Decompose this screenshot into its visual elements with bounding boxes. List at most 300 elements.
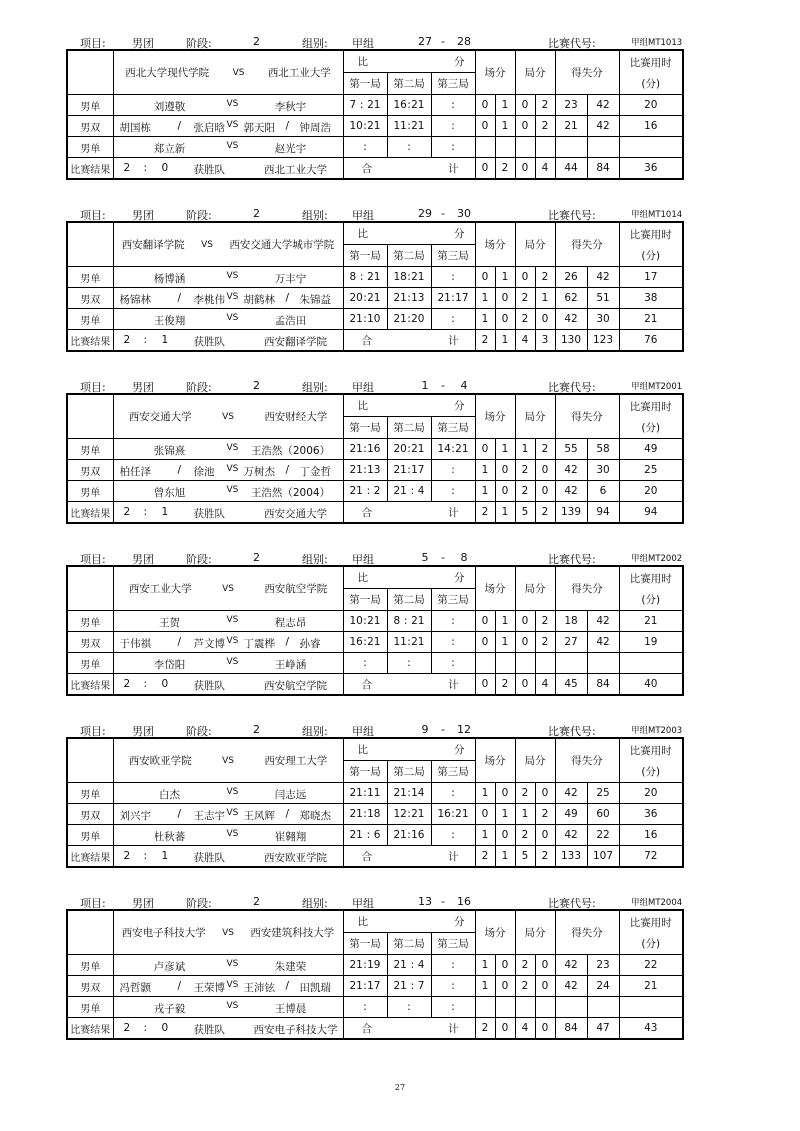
table-row: 男单 王贺 VS 程志昂 10 : 21 8 : 21 : 0 1 0 2 18 42 21: [67, 611, 683, 632]
score-game-2: 21 : 14: [387, 783, 431, 804]
event-type: 男单: [67, 481, 113, 502]
result-row: 比赛结果 2 : 1 获胜队 西安翻译学院 合 计 2 1 4 3 130 123 76: [67, 330, 683, 352]
result-row: 比赛结果 2 : 0 获胜队 西安航空学院 合 计 0 2 0 4 45 84 40: [67, 674, 683, 696]
total-label: 合 计: [343, 330, 475, 352]
match-code: 甲组MT2004: [631, 898, 683, 908]
team-b: 西安建筑科技大学: [250, 927, 335, 939]
matchup-cell: 张锦熹 VS 王浩然（2006）: [113, 439, 343, 460]
project-value: 男团: [132, 553, 154, 566]
result-label: 比赛结果: [67, 330, 113, 352]
result-label: 比赛结果: [67, 158, 113, 180]
time-header: 比赛用时 (分): [619, 50, 683, 95]
project-label: 项目:: [80, 553, 106, 566]
table-row: 男双 胡国栋 / 张启晗 VS 郭天阳 / 钟周浩 10 : 21 11 : 21 : 0 1 0 2 21 42 16: [67, 116, 683, 137]
stage-label: 阶段:: [186, 897, 212, 910]
vs-label: VS: [222, 755, 234, 766]
event-type: 男单: [67, 611, 113, 632]
event-type: 男单: [67, 955, 113, 976]
project-value: 男团: [132, 37, 154, 50]
game2-header: 第二局: [387, 73, 431, 95]
matchup-cell: 杜秋蕃 VS 崔翱翔: [113, 825, 343, 846]
score-game-2: :: [387, 653, 431, 674]
event-type: 男双: [67, 460, 113, 481]
group-value: 甲组: [352, 381, 374, 394]
stage-value: 2: [253, 551, 260, 564]
event-type: 男单: [67, 267, 113, 288]
changfen-header: 场分: [475, 222, 515, 267]
match-code: 甲组MT2001: [631, 382, 683, 392]
points-header: 得失分: [555, 738, 619, 783]
total-time: 72: [619, 846, 683, 868]
time-cell: 49: [619, 439, 683, 460]
matchup-cell: 郑立新 VS 赵光宇: [113, 137, 343, 158]
score-game-3: :: [431, 95, 475, 116]
score-game-3: :: [431, 137, 475, 158]
jufen-header: 局分: [515, 738, 555, 783]
stage-label: 阶段:: [186, 553, 212, 566]
total-label: 合 计: [343, 158, 475, 180]
group-label: 组别:: [302, 37, 328, 50]
game3-header: 第三局: [431, 417, 475, 439]
time-cell: 25: [619, 460, 683, 481]
score-game-3: :: [431, 309, 475, 330]
score-game-2: 21 : 4: [387, 481, 431, 502]
match-table: [66, 49, 684, 180]
stage-value: 2: [253, 895, 260, 908]
teams-cell: [113, 50, 343, 95]
score-game-1: 21 : 19: [343, 955, 387, 976]
jufen-header: 局分: [515, 566, 555, 611]
stage-value: 2: [253, 35, 260, 48]
score-game-3: :: [431, 267, 475, 288]
game3-header: 第三局: [431, 761, 475, 783]
score-game-3: :: [431, 825, 475, 846]
matchup-cell: 胡国栋 / 张启晗 VS 郭天阳 / 钟周浩: [113, 116, 343, 137]
time-cell: [619, 653, 683, 674]
group-label: 组别:: [302, 381, 328, 394]
matchup-cell: 王贺 VS 程志昂: [113, 611, 343, 632]
score-game-2: 11 : 21: [387, 632, 431, 653]
score-game-1: 21 : 11: [343, 783, 387, 804]
time-cell: 16: [619, 116, 683, 137]
seed-dash: -: [441, 551, 445, 564]
team-b: 西安交通大学城市学院: [229, 239, 335, 251]
match-table: [66, 221, 684, 352]
time-header: 比赛用时 (分): [619, 566, 683, 611]
result-row: 比赛结果 2 : 1 获胜队 西安欧亚学院 合 计 2 1 5 2 133 107 72: [67, 846, 683, 868]
game2-header: 第二局: [387, 933, 431, 955]
points-header: 得失分: [555, 394, 619, 439]
seed-a: 5: [421, 551, 429, 564]
code-label: 比赛代号:: [548, 725, 596, 738]
score-game-2: 16 : 21: [387, 95, 431, 116]
event-type: 男单: [67, 825, 113, 846]
time-cell: 38: [619, 288, 683, 309]
matchup-cell: 柏任泽 / 徐池 VS 万树杰 / 丁金哲: [113, 460, 343, 481]
score-header: 比 分: [343, 910, 475, 933]
jufen-header: 局分: [515, 910, 555, 955]
game2-header: 第二局: [387, 245, 431, 267]
score-game-2: 21 : 13: [387, 288, 431, 309]
score-game-2: 21 : 17: [387, 460, 431, 481]
table-header-row: [67, 566, 683, 589]
result-label: 比赛结果: [67, 502, 113, 524]
seed-b: 30: [457, 207, 471, 220]
match-block: [66, 723, 682, 868]
teams-cell: [113, 222, 343, 267]
score-game-2: 21 : 7: [387, 976, 431, 997]
seed-dash: -: [441, 895, 445, 908]
score-game-1: :: [343, 997, 387, 1018]
score-game-2: 21 : 20: [387, 309, 431, 330]
score-game-2: 20 : 21: [387, 439, 431, 460]
code-label: 比赛代号:: [548, 37, 596, 50]
seed-b: 4: [460, 379, 468, 392]
time-cell: 21: [619, 611, 683, 632]
seed-a: 29: [418, 207, 432, 220]
match-code: 甲组MT2002: [631, 554, 683, 564]
score-game-1: 10 : 21: [343, 116, 387, 137]
matchup-cell: 李岱阳 VS 王峥涵: [113, 653, 343, 674]
game2-header: 第二局: [387, 589, 431, 611]
total-time: 43: [619, 1018, 683, 1040]
game3-header: 第三局: [431, 933, 475, 955]
project-value: 男团: [132, 897, 154, 910]
match-header: [66, 723, 682, 737]
team-a: 西安欧亚学院: [128, 755, 192, 767]
time-header: 比赛用时 (分): [619, 394, 683, 439]
seed-a: 9: [421, 723, 429, 736]
project-value: 男团: [132, 209, 154, 222]
event-type: 男双: [67, 632, 113, 653]
game3-header: 第三局: [431, 245, 475, 267]
score-game-2: 21 : 4: [387, 955, 431, 976]
vs-label: VS: [222, 927, 234, 938]
result-row: 比赛结果 2 : 1 获胜队 西安交通大学 合 计 2 1 5 2 139 94 94: [67, 502, 683, 524]
stage-label: 阶段:: [186, 209, 212, 222]
score-game-3: :: [431, 997, 475, 1018]
table-header-row: [67, 394, 683, 417]
score-game-3: 16 : 21: [431, 804, 475, 825]
project-label: 项目:: [80, 725, 106, 738]
table-row: 男双 冯哲颢 / 王荣博 VS 王沛铉 / 田凯瑞 21 : 17 21 : 7 : 1 0 2 0 42 24 21: [67, 976, 683, 997]
group-value: 甲组: [352, 897, 374, 910]
game3-header: 第三局: [431, 589, 475, 611]
result-cell: 2 : 0 获胜队 西北工业大学: [113, 158, 343, 180]
total-time: 94: [619, 502, 683, 524]
time-cell: 20: [619, 481, 683, 502]
seed-dash: -: [441, 723, 445, 736]
group-label: 组别:: [302, 209, 328, 222]
score-header: 比 分: [343, 738, 475, 761]
table-header-row: [67, 738, 683, 761]
game3-header: 第三局: [431, 73, 475, 95]
table-row: 男单 曾东旭 VS 王浩然（2004） 21 : 2 21 : 4 : 1 0 2 0 42 6 20: [67, 481, 683, 502]
seed-b: 28: [457, 35, 471, 48]
team-b: 西安财经大学: [264, 411, 328, 423]
score-game-3: :: [431, 653, 475, 674]
match-header: [66, 379, 682, 393]
team-a: 西北大学现代学院: [125, 67, 210, 79]
score-game-1: 21 : 18: [343, 804, 387, 825]
score-header: 比 分: [343, 566, 475, 589]
seed-dash: -: [441, 35, 445, 48]
table-header-row: [67, 910, 683, 933]
match-header: [66, 207, 682, 221]
score-game-1: 21 : 2: [343, 481, 387, 502]
score-game-3: :: [431, 116, 475, 137]
score-game-3: :: [431, 955, 475, 976]
total-label: 合 计: [343, 1018, 475, 1040]
seed-b: 16: [457, 895, 471, 908]
score-game-1: 20 : 21: [343, 288, 387, 309]
time-cell: 20: [619, 783, 683, 804]
stage-value: 2: [253, 379, 260, 392]
table-row: 男双 刘兴宇 / 王志宇 VS 王风辉 / 郑晓杰 21 : 18 12 : 21 16 : 21 0 1 1 2 49 60 36: [67, 804, 683, 825]
group-label: 组别:: [302, 553, 328, 566]
game2-header: 第二局: [387, 417, 431, 439]
changfen-header: 场分: [475, 910, 515, 955]
matchup-cell: 刘兴宇 / 王志宇 VS 王风辉 / 郑晓杰: [113, 804, 343, 825]
score-game-3: :: [431, 460, 475, 481]
team-b: 西北工业大学: [267, 67, 331, 79]
table-row: 男单 杨博涵 VS 万丰宁 8 : 21 18 : 21 : 0 1 0 2 26 42 17: [67, 267, 683, 288]
match-block: [66, 35, 682, 180]
match-table: [66, 393, 684, 524]
matchup-cell: 卢彦斌 VS 朱建荣: [113, 955, 343, 976]
score-game-3: :: [431, 632, 475, 653]
team-a: 西安翻译学院: [121, 239, 185, 251]
time-cell: 19: [619, 632, 683, 653]
time-cell: 36: [619, 804, 683, 825]
team-b: 西安理工大学: [264, 755, 328, 767]
score-game-2: 11 : 21: [387, 116, 431, 137]
matchup-cell: 冯哲颢 / 王荣博 VS 王沛铉 / 田凯瑞: [113, 976, 343, 997]
table-row: 男双 柏任泽 / 徐池 VS 万树杰 / 丁金哲 21 : 13 21 : 17 : 1 0 2 0 42 30 25: [67, 460, 683, 481]
result-cell: 2 : 1 获胜队 西安欧亚学院: [113, 846, 343, 868]
time-header: 比赛用时 (分): [619, 910, 683, 955]
total-time: 40: [619, 674, 683, 696]
points-header: 得失分: [555, 50, 619, 95]
seed-a: 1: [421, 379, 429, 392]
teams-cell: [113, 394, 343, 439]
table-row: 男单 王俊翔 VS 孟浩田 21 : 10 21 : 20 : 1 0 2 0 42 30 21: [67, 309, 683, 330]
match-block: [66, 551, 682, 696]
result-label: 比赛结果: [67, 846, 113, 868]
matchup-cell: 于伟祺 / 芦文博 VS 丁震桦 / 孙睿: [113, 632, 343, 653]
points-header: 得失分: [555, 222, 619, 267]
stage-value: 2: [253, 723, 260, 736]
teams-cell: [113, 910, 343, 955]
code-label: 比赛代号:: [548, 209, 596, 222]
code-label: 比赛代号:: [548, 381, 596, 394]
changfen-header: 场分: [475, 566, 515, 611]
code-label: 比赛代号:: [548, 897, 596, 910]
score-game-3: :: [431, 481, 475, 502]
score-game-1: 21 : 17: [343, 976, 387, 997]
stage-value: 2: [253, 207, 260, 220]
seed-dash: -: [441, 207, 445, 220]
game2-header: 第二局: [387, 761, 431, 783]
score-game-1: 21 : 13: [343, 460, 387, 481]
match-code: 甲组MT1014: [631, 210, 683, 220]
project-value: 男团: [132, 381, 154, 394]
score-game-1: 21 : 10: [343, 309, 387, 330]
time-cell: 22: [619, 955, 683, 976]
event-type: 男单: [67, 439, 113, 460]
event-type: 男双: [67, 288, 113, 309]
event-type: 男单: [67, 997, 113, 1018]
project-value: 男团: [132, 725, 154, 738]
score-game-1: 8 : 21: [343, 267, 387, 288]
match-block: [66, 895, 682, 1040]
result-cell: 2 : 1 获胜队 西安交通大学: [113, 502, 343, 524]
project-label: 项目:: [80, 897, 106, 910]
group-value: 甲组: [352, 553, 374, 566]
seed-dash: -: [441, 379, 445, 392]
score-game-2: 12 : 21: [387, 804, 431, 825]
code-label: 比赛代号:: [548, 553, 596, 566]
result-cell: 2 : 0 获胜队 西安航空学院: [113, 674, 343, 696]
event-type: 男双: [67, 116, 113, 137]
jufen-header: 局分: [515, 222, 555, 267]
vs-label: VS: [222, 583, 234, 594]
points-header: 得失分: [555, 910, 619, 955]
score-game-2: :: [387, 997, 431, 1018]
match-block: [66, 207, 682, 352]
score-game-2: 8 : 21: [387, 611, 431, 632]
game1-header: 第一局: [343, 417, 387, 439]
stage-label: 阶段:: [186, 725, 212, 738]
matchup-cell: 王俊翔 VS 孟浩田: [113, 309, 343, 330]
score-game-1: 21 : 16: [343, 439, 387, 460]
jufen-header: 局分: [515, 394, 555, 439]
score-game-1: :: [343, 653, 387, 674]
team-b: 西安航空学院: [264, 583, 328, 595]
group-value: 甲组: [352, 725, 374, 738]
teams-cell: [113, 566, 343, 611]
game1-header: 第一局: [343, 245, 387, 267]
match-table: [66, 909, 684, 1040]
match-table: [66, 737, 684, 868]
score-game-1: :: [343, 137, 387, 158]
time-cell: 21: [619, 309, 683, 330]
score-game-1: 7 : 21: [343, 95, 387, 116]
group-value: 甲组: [352, 37, 374, 50]
project-label: 项目:: [80, 37, 106, 50]
score-game-2: :: [387, 137, 431, 158]
score-game-1: 21 : 6: [343, 825, 387, 846]
time-cell: 16: [619, 825, 683, 846]
table-row: [67, 137, 683, 158]
time-cell: 20: [619, 95, 683, 116]
total-time: 76: [619, 330, 683, 352]
total-label: 合 计: [343, 846, 475, 868]
score-header: 比 分: [343, 222, 475, 245]
match-code: 甲组MT2003: [631, 726, 683, 736]
match-block: [66, 379, 682, 524]
project-label: 项目:: [80, 381, 106, 394]
matchup-cell: 刘遵敬 VS 李秋宇: [113, 95, 343, 116]
score-header: 比 分: [343, 394, 475, 417]
points-header: 得失分: [555, 566, 619, 611]
event-type: 男双: [67, 804, 113, 825]
time-header: 比赛用时 (分): [619, 222, 683, 267]
time-cell: 21: [619, 976, 683, 997]
table-header-row: [67, 222, 683, 245]
score-game-1: 16 : 21: [343, 632, 387, 653]
event-type: 男单: [67, 653, 113, 674]
game1-header: 第一局: [343, 761, 387, 783]
match-table: [66, 565, 684, 696]
event-type: 男单: [67, 137, 113, 158]
seed-b: 12: [457, 723, 471, 736]
table-row: 男单 卢彦斌 VS 朱建荣 21 : 19 21 : 4 : 1 0 2 0 42 23 22: [67, 955, 683, 976]
team-a: 西安工业大学: [128, 583, 192, 595]
score-game-3: :: [431, 783, 475, 804]
table-row: 男双 于伟祺 / 芦文博 VS 丁震桦 / 孙睿 16 : 21 11 : 21 : 0 1 0 2 27 42 19: [67, 632, 683, 653]
score-game-3: :: [431, 976, 475, 997]
stage-label: 阶段:: [186, 381, 212, 394]
event-type: 男单: [67, 309, 113, 330]
total-time: 36: [619, 158, 683, 180]
changfen-header: 场分: [475, 394, 515, 439]
table-row: 男单 张锦熹 VS 王浩然（2006） 21 : 16 20 : 21 14 : 21 0 1 1 2 55 58 49: [67, 439, 683, 460]
match-header: [66, 551, 682, 565]
matchup-cell: 白杰 VS 闫志远: [113, 783, 343, 804]
table-header-row: [67, 50, 683, 73]
table-row: 男单 白杰 VS 闫志远 21 : 11 21 : 14 : 1 0 2 0 42 25 20: [67, 783, 683, 804]
stage-label: 阶段:: [186, 37, 212, 50]
seed-b: 8: [460, 551, 468, 564]
matchup-cell: 曾东旭 VS 王浩然（2004）: [113, 481, 343, 502]
total-label: 合 计: [343, 674, 475, 696]
time-cell: [619, 997, 683, 1018]
page-number: 27: [394, 1083, 406, 1092]
result-label: 比赛结果: [67, 674, 113, 696]
score-game-2: 21 : 16: [387, 825, 431, 846]
match-header: [66, 895, 682, 909]
time-cell: 17: [619, 267, 683, 288]
score-game-3: 14 : 21: [431, 439, 475, 460]
changfen-header: 场分: [475, 738, 515, 783]
time-header: 比赛用时 (分): [619, 738, 683, 783]
score-game-1: 10 : 21: [343, 611, 387, 632]
vs-label: VS: [222, 411, 234, 422]
result-cell: 2 : 0 获胜队 西安电子科技大学: [113, 1018, 343, 1040]
table-row: [67, 653, 683, 674]
time-cell: [619, 137, 683, 158]
result-row: 比赛结果 2 : 0 获胜队 西安电子科技大学 合 计 2 0 4 0 84 47 43: [67, 1018, 683, 1040]
matchup-cell: 杨锦林 / 李桃伟 VS 胡鹤林 / 朱锦益: [113, 288, 343, 309]
result-row: 比赛结果 2 : 0 获胜队 西北工业大学 合 计 0 2 0 4 44 84 36: [67, 158, 683, 180]
score-game-3: 21 : 17: [431, 288, 475, 309]
total-label: 合 计: [343, 502, 475, 524]
jufen-header: 局分: [515, 50, 555, 95]
score-game-2: 18 : 21: [387, 267, 431, 288]
seed-a: 13: [418, 895, 432, 908]
table-row: 男双 杨锦林 / 李桃伟 VS 胡鹤林 / 朱锦益 20 : 21 21 : 13 21 : 17 1 0 2 1 62 51 38: [67, 288, 683, 309]
team-a: 西安交通大学: [128, 411, 192, 423]
event-type: 男单: [67, 783, 113, 804]
group-value: 甲组: [352, 209, 374, 222]
changfen-header: 场分: [475, 50, 515, 95]
teams-cell: [113, 738, 343, 783]
table-row: [67, 997, 683, 1018]
table-row: 男单 刘遵敬 VS 李秋宇 7 : 21 16 : 21 : 0 1 0 2 23 42 20: [67, 95, 683, 116]
game1-header: 第一局: [343, 73, 387, 95]
team-a: 西安电子科技大学: [121, 927, 206, 939]
